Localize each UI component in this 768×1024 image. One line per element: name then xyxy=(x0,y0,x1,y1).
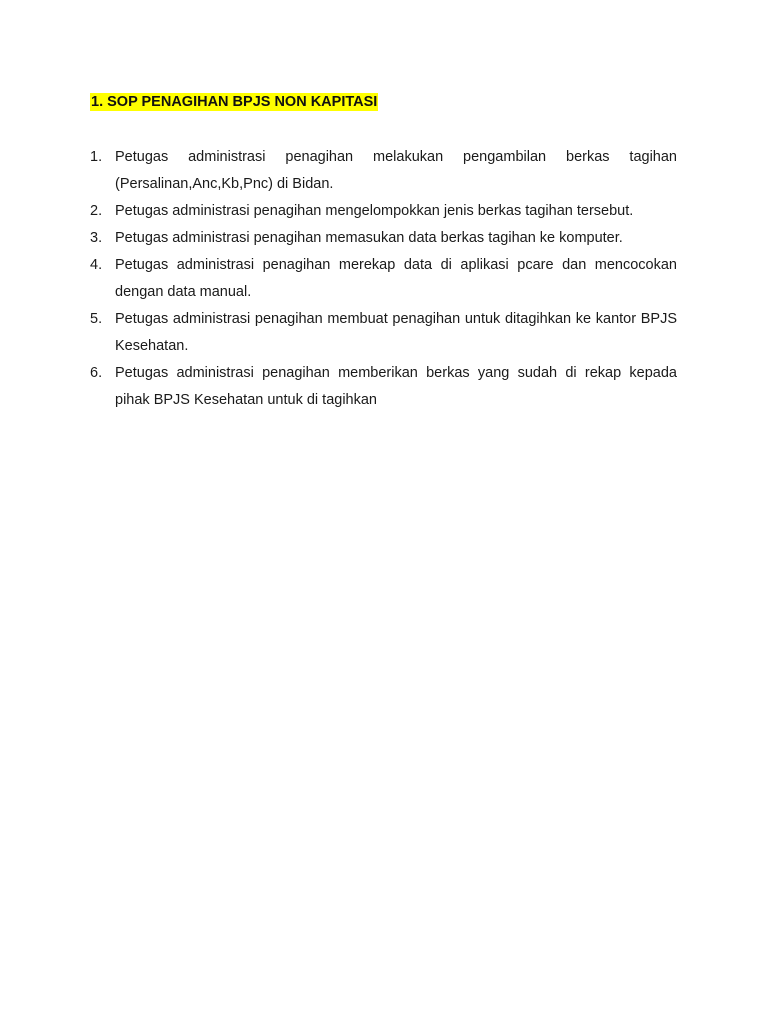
item-text: Petugas administrasi penagihan melakukan pengambilan berkas tagihan (Persalinan,Anc,Kb,Pnc) di Bidan. xyxy=(115,149,677,192)
item-number: 6. xyxy=(90,365,103,381)
item-text: Petugas administrasi penagihan membuat penagihan untuk ditagihkan ke kantor BPJS Kesehatan. xyxy=(115,311,677,354)
list-item xyxy=(90,360,677,414)
item-text: Petugas administrasi penagihan memberikan berkas yang sudah di rekap kepada pihak BPJS Kesehatan untuk di tagihkan xyxy=(115,365,677,408)
item-text: Petugas administrasi penagihan memasukan data berkas tagihan ke komputer. xyxy=(115,230,623,246)
list-item xyxy=(90,198,677,225)
list-item xyxy=(90,306,677,360)
heading-block xyxy=(90,93,378,111)
item-number: 4. xyxy=(90,257,103,273)
document-heading: 1. SOP PENAGIHAN BPJS NON KAPITASI xyxy=(91,94,378,110)
sop-list xyxy=(90,144,677,414)
list-item xyxy=(90,252,677,306)
list-item xyxy=(90,225,677,252)
list-item xyxy=(90,144,677,198)
item-text: Petugas administrasi penagihan merekap data di aplikasi pcare dan mencocokan dengan data manual. xyxy=(115,257,677,300)
item-number: 5. xyxy=(90,311,103,327)
item-number: 2. xyxy=(90,203,103,219)
item-number: 3. xyxy=(90,230,103,246)
item-number: 1. xyxy=(90,149,103,165)
item-text: Petugas administrasi penagihan mengelompokkan jenis berkas tagihan tersebut. xyxy=(115,203,634,219)
